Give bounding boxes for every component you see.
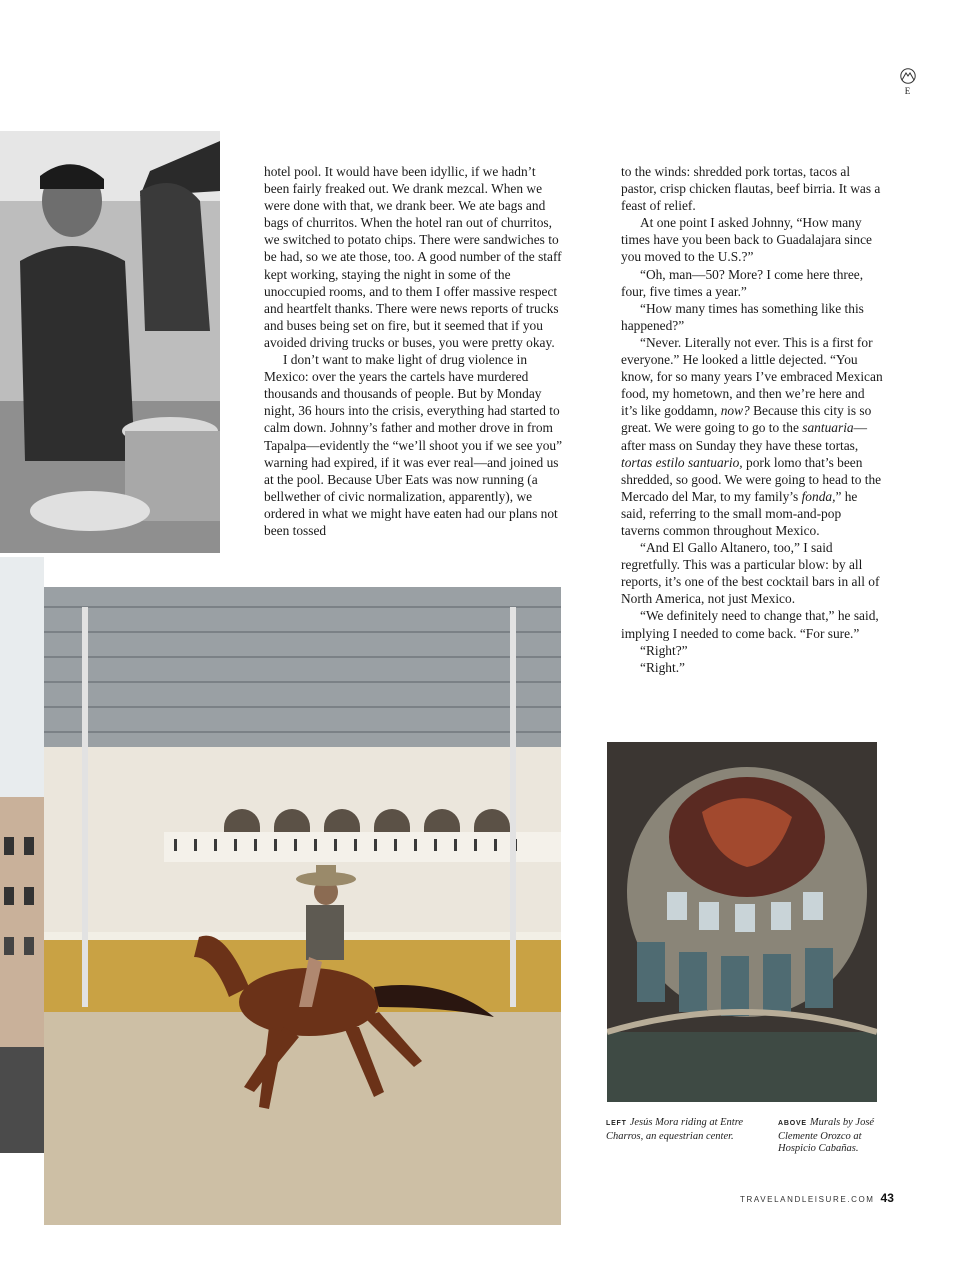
page-footer (740, 1189, 894, 1207)
paragraph: “Right?” (640, 642, 688, 658)
caption-text: Jesús Mora riding at Entre Charros, an equestrian center. (606, 1117, 744, 1142)
page-number: 43 (880, 1191, 894, 1205)
paragraph: “Right.” (640, 659, 685, 675)
caption-label: ABOVE (778, 1120, 807, 1127)
caption-text: Murals by José Clemente Orozco at Hospicio Cabañas. (778, 1117, 875, 1155)
paragraph: to the winds: shredded pork tortas, tacos al pastor, crisp chicken flautas, beef birria. It was a feast of relief. (621, 164, 881, 214)
footer-website: TRAVELANDLEISURE.COM (740, 1195, 875, 1204)
paragraph: “And El Gallo Altanero, too,” I said regretfully. This was a particular blow: by all reports, it’s one of the best cocktail bars in all of North America, not just Mexico. (621, 540, 880, 607)
mountain-icon (899, 68, 917, 84)
paragraph: hotel pool. It would have been idyllic, if we hadn’t been fairly freaked out. We drank mezcal. When we were done with that, we drank beer. We ate bags and bags of churritos. When the hotel ran out of churritos, we switched to potato chips. There were sandwiches to be had, so we ate those, too. A good number of the staff kept working, staying the night in some of the unoccupied rooms, and to them I offer massive respect and heartfelt thanks. There were news reports of trucks and buses being set on fire, but it seemed that if you avoided driving trucks or buses, you were pretty okay. (264, 164, 562, 350)
section-marker (895, 68, 921, 96)
photo-chef (0, 131, 220, 553)
article-column-left (264, 163, 564, 539)
section-letter: E (904, 86, 912, 96)
caption-label: LEFT (606, 1120, 627, 1127)
photo-arena-horse-rider (44, 587, 561, 1225)
caption-left (606, 1117, 746, 1143)
paragraph: “How many times has something like this happened?” (621, 300, 864, 333)
paragraph: “Oh, man—50? More? I come here three, four, five times a year.” (621, 266, 864, 299)
photo-building-strip (0, 557, 44, 1153)
paragraph: At one point I asked Johnny, “How many times have you been back to Guadalajara since you moved to the U.S.?” (621, 215, 872, 265)
caption-above (778, 1117, 888, 1156)
article-column-right (621, 163, 883, 676)
paragraph: “We definitely need to change that,” he said, implying I needed to come back. “For sure.” (621, 608, 879, 641)
photo-dome-murals (607, 742, 877, 1102)
paragraph: I don’t want to make light of drug violence in Mexico: over the years the cartels have murdered thousands and thousands of people. But by Monday night, 36 hours into the crisis, everything had started to calm down. Johnny’s father and mother drove in from Tapalpa—evidently the “we’ll shoot you if we see you” warning had expired, if it was ever real—and joined us at the pool. Because Uber Eats was now running (a bellwether of civic normalization, apparently), we ordered in what we might have eaten had our plans not been tossed (264, 352, 563, 538)
paragraph: “Never. Literally not ever. This is a first for everyone.” He looked a little dejected. “You know, for so many years I’ve embraced Mexican food, my hometown, and then we’re here and it’s like goddamn, now? Because this city is so great. We were going to go to the santuaria—after mass on Sunday they have these tortas, tortas estilo santuario, pork lomo that’s been shredded, so good. We were going to head to the Mercado del Mar, to my family’s fonda,” he said, referring to the small mom-and-pop taverns common throughout Mexico. (621, 334, 883, 538)
